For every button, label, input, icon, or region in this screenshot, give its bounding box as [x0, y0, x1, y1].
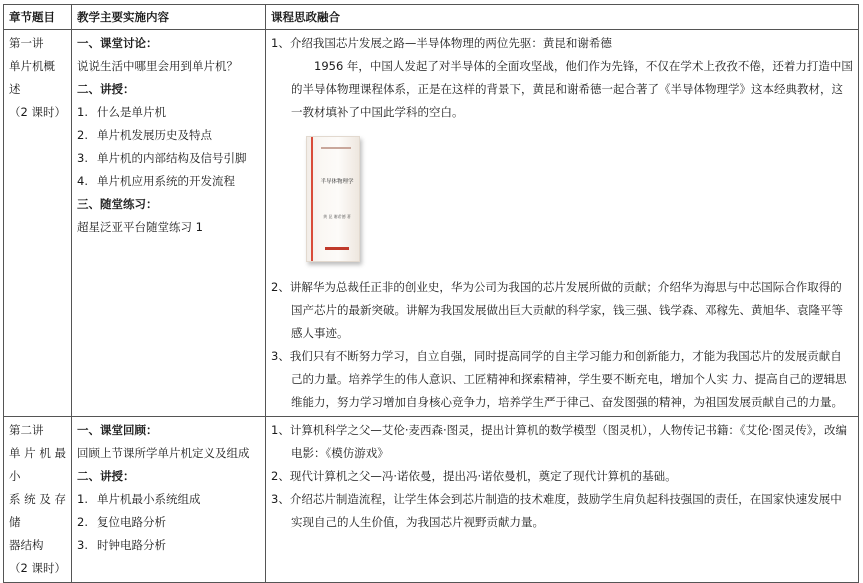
section-title: 二、讲授：: [77, 82, 135, 96]
list-item: 4. 单片机应用系统的开发流程: [77, 174, 235, 188]
table-row: [4, 417, 859, 583]
chapter-line: 第二讲: [9, 423, 44, 437]
section-title: 二、讲授：: [77, 469, 135, 483]
chapter-line: （2 课时）: [9, 105, 66, 119]
list-item: 1. 什么是单片机: [77, 105, 166, 119]
chapter-line: 单片机最小: [9, 446, 66, 483]
list-item: 3. 时钟电路分析: [77, 538, 166, 552]
ideology-cell: [266, 30, 859, 417]
section-text: 说说生活中哪里会用到单片机？: [77, 59, 238, 73]
section-title: 一、课堂回顾：: [77, 423, 158, 437]
chapter-line: 第一讲: [9, 36, 44, 50]
chapter-line: 器结构: [9, 538, 44, 552]
list-item: 2. 单片机发展历史及特点: [77, 128, 212, 142]
ideology-point: 3、我们只有不断努力学习，自立自强，同时提高同学的自主学习能力和创新能力，才能为我国芯片的发展贡献自己的力量。培养学生的伟人意识、工匠精神和探索精神，学生要不断充电，增加个人实 力、提高自己的逻辑思维能力，努力学习增加自身核心竞争力，培养学生严于律己、奋发图强的精神，为祖国发展贡献自己的力量。: [271, 349, 847, 409]
chapter-cell: [4, 417, 72, 583]
section-title: 三、随堂练习：: [77, 197, 158, 211]
chapter-cell: [4, 30, 72, 417]
ideology-point: 1、计算机科学之父—艾伦·麦西森·图灵，提出计算机的数学模型（图灵机），人物传记书籍：《艾伦·图灵传》，改编电影：《模仿游戏》: [271, 423, 848, 460]
ideology-cell: [266, 417, 859, 583]
book-author: 黄 昆 谢希德 著: [323, 214, 351, 219]
ideology-point: 2、现代计算机之父—冯·诺依曼，提出冯·诺依曼机，奠定了现代计算机的基础。: [271, 469, 677, 483]
ideology-paragraph: 1956 年，中国人发起了对半导体的全面攻坚战，他们作为先锋，不仅在学术上孜孜不倦，还着力打造中国的半导体物理课程体系，正是在这样的背景下，黄昆和谢希德一起合著了《半导体物理学》这本经典教材，这一教材填补了中国此学科的空白。: [291, 59, 853, 119]
header-content: 教学主要实施内容: [72, 5, 266, 30]
list-item: 2. 复位电路分析: [77, 515, 166, 529]
header-ideology: 课程思政融合: [266, 5, 859, 30]
list-item: 3. 单片机的内部结构及信号引脚: [77, 151, 247, 165]
book-title: 半导体物理学: [320, 179, 354, 185]
content-cell: [72, 30, 266, 417]
section-text: 超星泛亚平台随堂练习 1: [77, 220, 203, 234]
section-title: 一、课堂讨论：: [77, 36, 158, 50]
chapter-line: 单片机概述: [9, 59, 55, 96]
content-cell: [72, 417, 266, 583]
chapter-line: 系统及存储: [9, 492, 66, 529]
header-row: [4, 5, 859, 30]
chapter-line: （2 课时）: [9, 561, 66, 575]
section-text: 回顾上节课所学单片机定义及组成: [77, 446, 250, 460]
course-table: [3, 4, 859, 583]
table-row: [4, 30, 859, 417]
list-item: 1. 单片机最小系统组成: [77, 492, 201, 506]
ideology-point-title: 1、介绍我国芯片发展之路—半导体物理的两位先驱：黄昆和谢希德: [271, 36, 612, 50]
book-cover-image: [306, 136, 362, 266]
ideology-point: 3、介绍芯片制造流程，让学生体会到芯片制造的技术难度，鼓励学生肩负起科技强国的责任，在国家快速发展中实现自己的人生价值，为我国芯片视野贡献力量。: [271, 492, 842, 529]
ideology-point: 2、讲解华为总裁任正非的创业史，华为公司为我国的芯片发展所做的贡献；介绍华为海思与中芯国际合作取得的国产芯片的最新突破。讲解为我国发展做出巨大贡献的科学家，钱三强、钱学森、邓稼先、黄旭华、袁隆平等感人事迹。: [271, 280, 843, 340]
header-chapter: 章节题目: [4, 5, 72, 30]
